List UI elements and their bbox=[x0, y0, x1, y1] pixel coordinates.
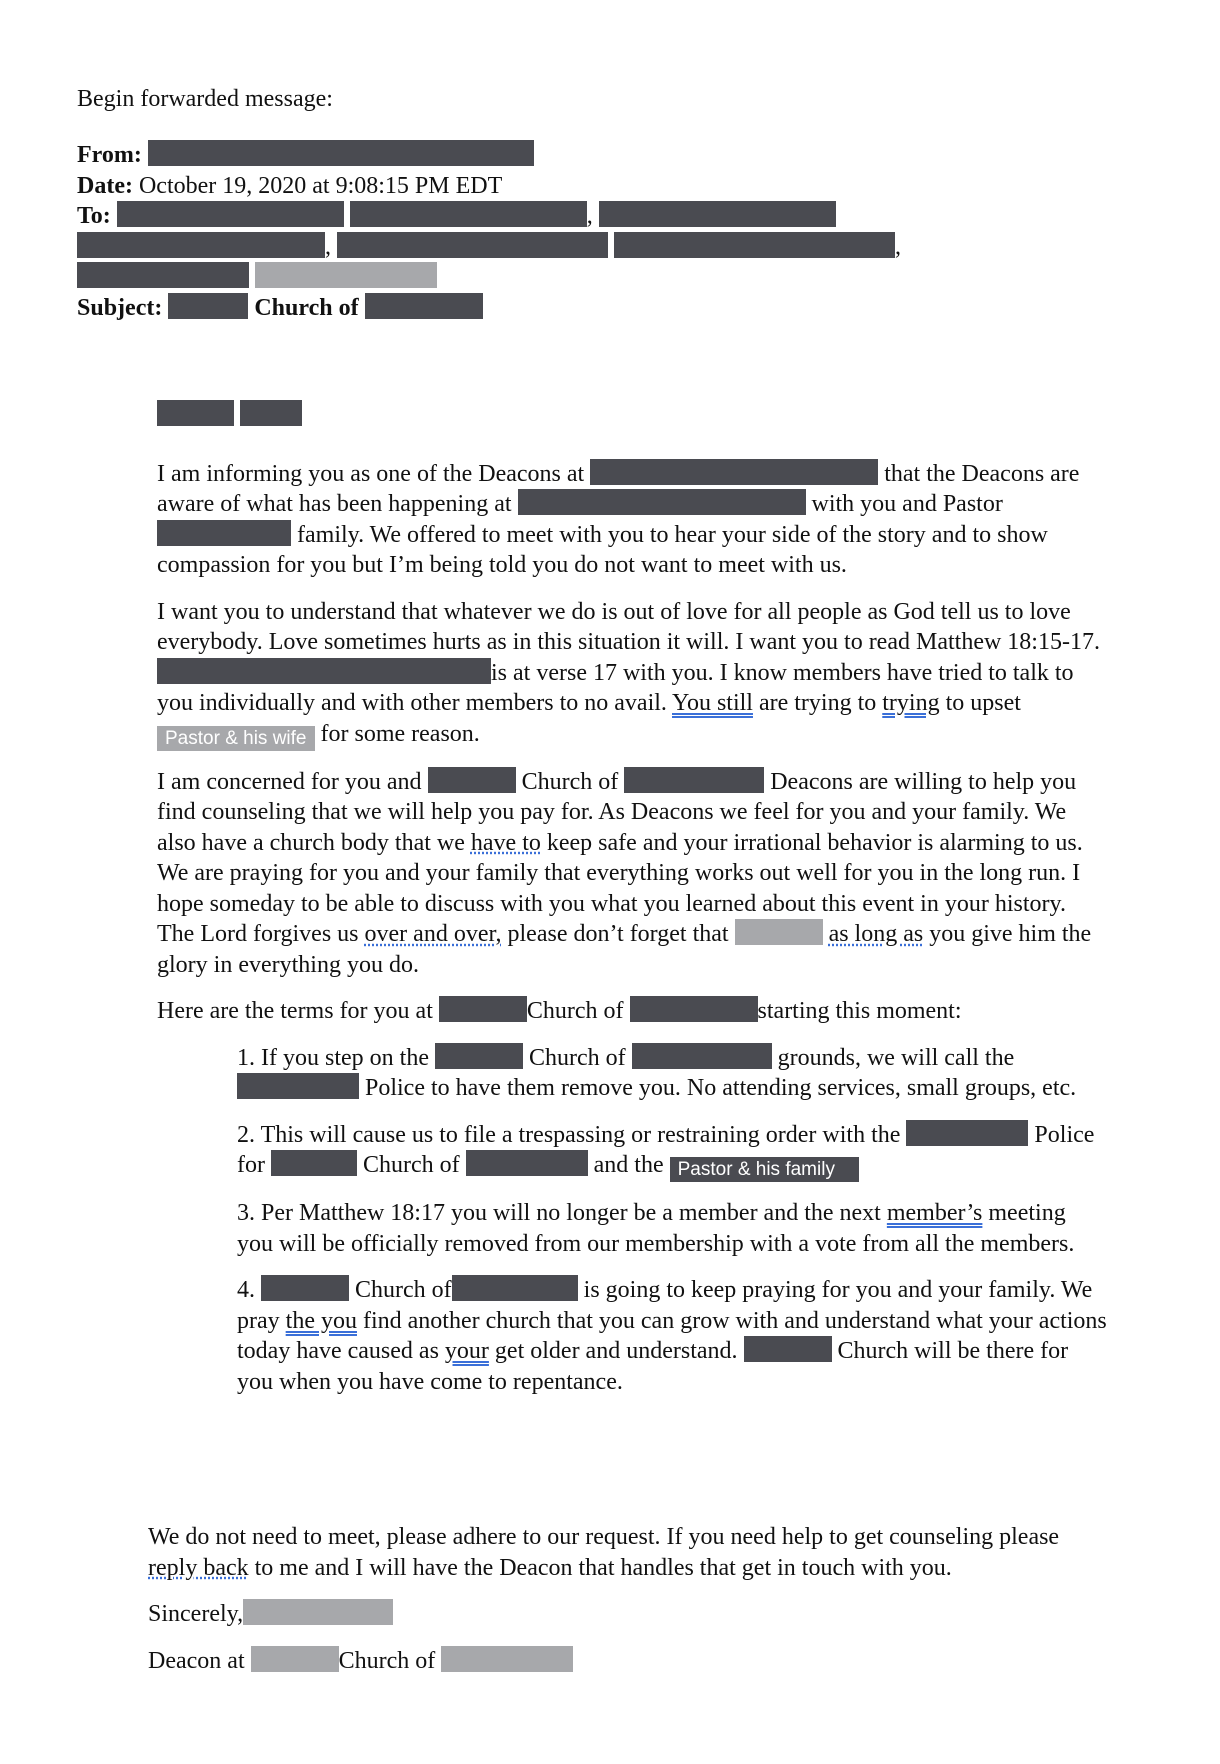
text: get older and understand. bbox=[494, 1338, 738, 1364]
redaction-box bbox=[251, 1646, 339, 1672]
redaction-box bbox=[365, 293, 483, 319]
paragraph-3 bbox=[157, 767, 1107, 981]
redaction-box bbox=[632, 1043, 772, 1069]
redaction-box bbox=[148, 140, 534, 166]
redaction-box bbox=[906, 1120, 1028, 1146]
redaction-box bbox=[735, 919, 823, 945]
redaction-box bbox=[452, 1275, 578, 1301]
redaction-box bbox=[614, 232, 895, 258]
email-header bbox=[77, 140, 1057, 323]
text: is at verse 17 with you. I know members have tried to talk to you individually and with other members to no avail. bbox=[157, 659, 1074, 716]
text: 4. bbox=[237, 1277, 255, 1303]
text: that the Deacons are aware of what has been happening at bbox=[157, 460, 1080, 517]
text: We do not need to meet, please adhere to our request. If you need help to get counseling please bbox=[148, 1524, 1060, 1550]
flagged-text: the you bbox=[285, 1307, 357, 1334]
flagged-text: have to bbox=[470, 829, 541, 856]
to-line: To: , bbox=[77, 201, 1057, 232]
text: Church of bbox=[355, 1277, 452, 1303]
text: Church of bbox=[338, 1647, 436, 1674]
text: Church will be there for you when you have come to repentance. bbox=[237, 1338, 1069, 1395]
redaction-box bbox=[624, 767, 764, 793]
closing-paragraph bbox=[148, 1522, 1108, 1583]
to-label: To: bbox=[77, 203, 111, 229]
text: Sincerely, bbox=[148, 1601, 244, 1627]
flagged-text: over and over, bbox=[364, 921, 502, 947]
redaction-box bbox=[337, 232, 608, 258]
text: I want you to understand that whatever we do is out of love for all people as God tell us to love everybody. Love sometimes hurts as in this situation it will. I want you to read Matthew 18:15-17. bbox=[157, 598, 1100, 655]
redaction-box bbox=[630, 996, 758, 1022]
redaction-box bbox=[744, 1336, 832, 1362]
text: please don’t forget that bbox=[507, 921, 729, 947]
redaction-box bbox=[441, 1646, 573, 1672]
to-line-continued bbox=[77, 262, 1057, 293]
date-value: October 19, 2020 at 9:08:15 PM EDT bbox=[138, 172, 503, 199]
paragraph-1 bbox=[157, 459, 1107, 581]
text: Church of bbox=[521, 768, 619, 795]
term-1 bbox=[237, 1043, 1107, 1104]
text: you give him the glory in everything you do. bbox=[157, 921, 1092, 978]
term-3 bbox=[237, 1198, 1107, 1259]
salutation bbox=[157, 400, 1107, 431]
redaction-box bbox=[428, 767, 516, 793]
redaction-label: Pastor & his wife bbox=[157, 726, 315, 751]
forward-intro: Begin forwarded message: bbox=[77, 86, 333, 112]
flagged-text: trying bbox=[882, 690, 940, 716]
redaction-box bbox=[350, 201, 587, 227]
text: to me and I will have the Deacon that handles that get in touch with you. bbox=[254, 1554, 952, 1581]
flagged-text: your bbox=[444, 1338, 489, 1364]
text: I am informing you as one of the Deacons at bbox=[157, 460, 585, 487]
redaction-box bbox=[261, 1275, 349, 1301]
date-line bbox=[77, 171, 1057, 202]
flagged-text: reply back bbox=[148, 1554, 249, 1581]
letter-body bbox=[157, 400, 1107, 1413]
text: meeting you will be officially removed from our membership with a vote from all the members. bbox=[237, 1200, 1075, 1257]
text: find another church that you can grow with and understand what your actions today have caused as bbox=[237, 1307, 1107, 1364]
text: I am concerned for you and bbox=[157, 768, 422, 795]
text: starting this moment: bbox=[757, 998, 962, 1024]
redaction-box bbox=[466, 1150, 588, 1176]
redaction-box bbox=[157, 658, 491, 684]
text: to upset bbox=[945, 690, 1021, 716]
redaction-box bbox=[168, 293, 248, 319]
redaction-box bbox=[590, 459, 878, 485]
text: keep safe and your irrational behavior is alarming to us. We are praying for you and your family that everything works out well for you in the long run. I hope someday to be able to discuss with you what you learned about this event in your history. The Lord forgives us bbox=[157, 829, 1083, 947]
text: Deacons are willing to help you find counseling that we will help you pay for. As Deacons we feel for you and your family. We also have a church body that we bbox=[157, 768, 1077, 856]
redaction-label: Pastor & his family bbox=[670, 1157, 859, 1182]
flagged-text: You still bbox=[672, 690, 753, 716]
terms-list bbox=[157, 1043, 1107, 1398]
text: are trying to bbox=[758, 690, 877, 716]
subject-text: Church of bbox=[254, 294, 359, 321]
redaction-box bbox=[117, 201, 344, 227]
redaction-box bbox=[240, 400, 302, 426]
redaction-box bbox=[157, 520, 291, 546]
text: Church of bbox=[526, 998, 624, 1024]
text: and the bbox=[593, 1152, 664, 1178]
signoff bbox=[148, 1599, 1108, 1630]
text: Police to have them remove you. No attending services, small groups, etc. bbox=[365, 1075, 1077, 1101]
redaction-box bbox=[243, 1599, 393, 1625]
letter-closing bbox=[148, 1522, 1108, 1692]
signature-line bbox=[148, 1646, 1108, 1677]
text: Here are the terms for you at bbox=[157, 998, 433, 1024]
term-2 bbox=[237, 1120, 1107, 1183]
redaction-box bbox=[77, 262, 249, 288]
redaction-box bbox=[271, 1150, 357, 1176]
redaction-box bbox=[518, 489, 806, 515]
text: Deacon at bbox=[148, 1647, 245, 1674]
redaction-box bbox=[439, 996, 527, 1022]
text: 3. Per Matthew 18:17 you will no longer be a member and the next bbox=[237, 1200, 881, 1226]
text: for some reason. bbox=[320, 720, 480, 747]
text: family. We offered to meet with you to hear your side of the story and to show compassion for you but I’m being told you do not want to meet with us. bbox=[157, 521, 1048, 578]
text: Church of bbox=[528, 1044, 626, 1071]
text: is going to keep praying for you and your family. We pray bbox=[237, 1277, 1093, 1334]
date-label: Date: bbox=[77, 172, 133, 199]
subject-label: Subject: bbox=[77, 294, 163, 321]
redaction-box bbox=[435, 1043, 523, 1069]
text: Church of bbox=[362, 1152, 460, 1178]
subject-line bbox=[77, 293, 1057, 324]
flagged-text: member’s bbox=[886, 1200, 983, 1226]
from-line bbox=[77, 140, 1057, 171]
text: with you and Pastor bbox=[811, 491, 1003, 517]
flagged-text: as long as bbox=[828, 921, 924, 947]
text: 2. This will cause us to file a trespassing or restraining order with the bbox=[237, 1121, 901, 1148]
redaction-box bbox=[77, 232, 325, 258]
from-label: From: bbox=[77, 142, 142, 168]
text: Police for bbox=[237, 1121, 1095, 1178]
redaction-box bbox=[255, 262, 437, 288]
to-line-continued: , , bbox=[77, 232, 1057, 263]
text: grounds, we will call the bbox=[777, 1044, 1015, 1071]
paragraph-4 bbox=[157, 996, 1107, 1027]
redaction-box bbox=[599, 201, 836, 227]
term-4 bbox=[237, 1275, 1107, 1397]
paragraph-2 bbox=[157, 597, 1107, 751]
redaction-box bbox=[237, 1073, 359, 1099]
redaction-box bbox=[157, 400, 234, 426]
text: 1. If you step on the bbox=[237, 1044, 429, 1071]
